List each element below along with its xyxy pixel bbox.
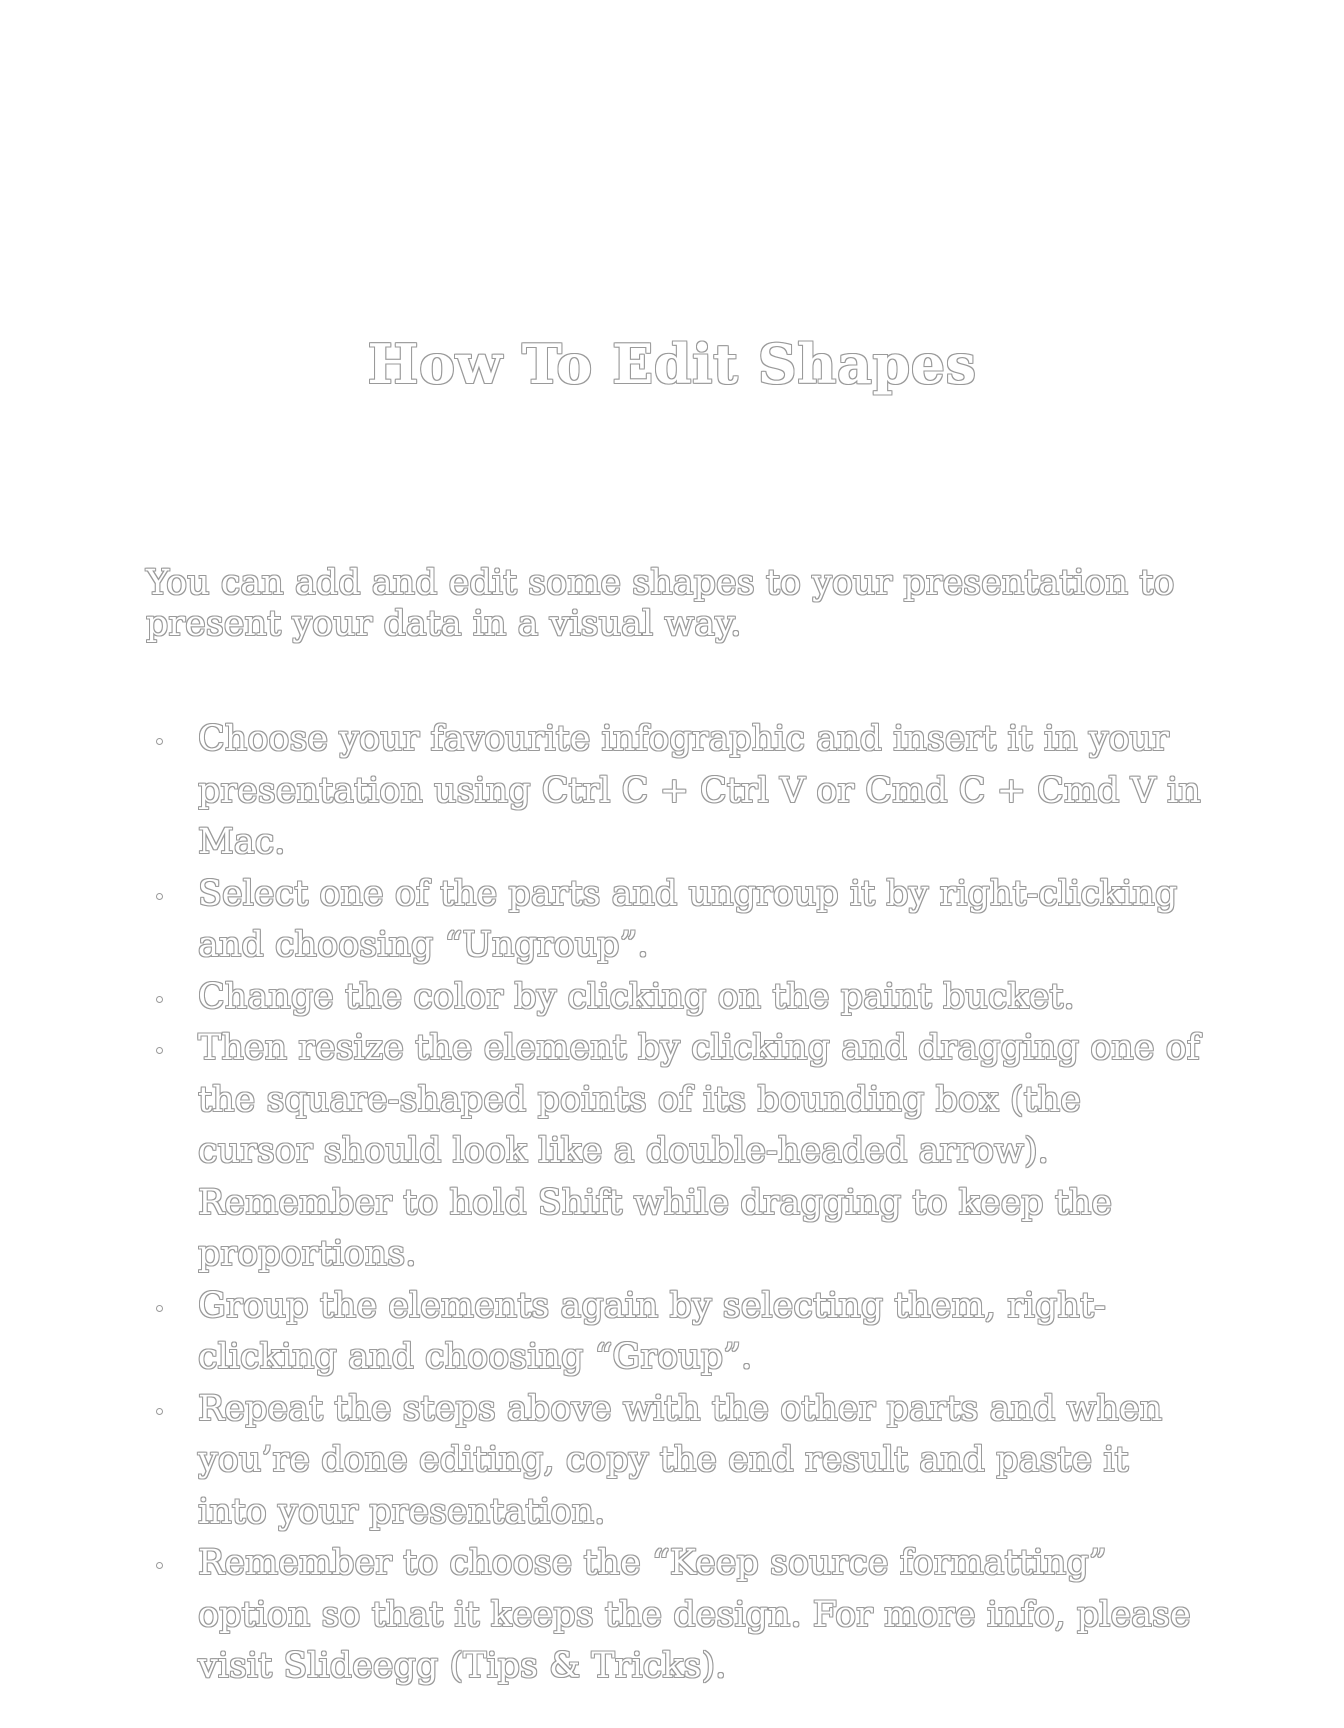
intro-paragraph: You can add and edit some shapes to your presentation to present your data in a visual way. <box>146 563 1175 644</box>
bullet-icon <box>156 996 163 1003</box>
list-item <box>146 714 1206 869</box>
bullet-icon <box>156 1562 163 1569</box>
bullet-icon <box>156 1305 163 1312</box>
list-item <box>146 1023 1206 1281</box>
bullet-icon <box>156 893 163 900</box>
step-text: Change the color by clicking on the paint bucket. <box>198 976 1075 1017</box>
step-text: Then resize the element by clicking and dragging one of the square-shaped points of its bounding box (the cursor should look like a double-headed arrow). Remember to hold Shift while dragging to keep the proportions. <box>198 1028 1200 1274</box>
bullet-icon <box>156 1047 163 1054</box>
list-item <box>146 869 1206 972</box>
bullet-icon <box>156 738 163 745</box>
list-item <box>146 1538 1206 1693</box>
list-item <box>146 972 1206 1024</box>
step-text: Repeat the steps above with the other parts and when you’re done editing, copy the end result and paste it into your presentation. <box>198 1388 1163 1532</box>
page-title: How To Edit Shapes <box>367 332 977 397</box>
step-text: Group the elements again by selecting them, right-clicking and choosing “Group”. <box>198 1285 1106 1377</box>
step-text: Select one of the parts and ungroup it by right-clicking and choosing “Ungroup”. <box>198 873 1178 965</box>
step-text: Remember to choose the “Keep source formatting” option so that it keeps the design. For more info, please visit Slideegg (Tips & Tricks). <box>198 1543 1191 1686</box>
steps-list <box>146 714 1206 1693</box>
list-item <box>146 1384 1206 1539</box>
step-text: Choose your favourite infographic and insert it in your presentation using Ctrl C + Ctrl V or Cmd C + Cmd V in Mac. <box>198 719 1201 862</box>
list-item <box>146 1281 1206 1384</box>
bullet-icon <box>156 1408 163 1415</box>
